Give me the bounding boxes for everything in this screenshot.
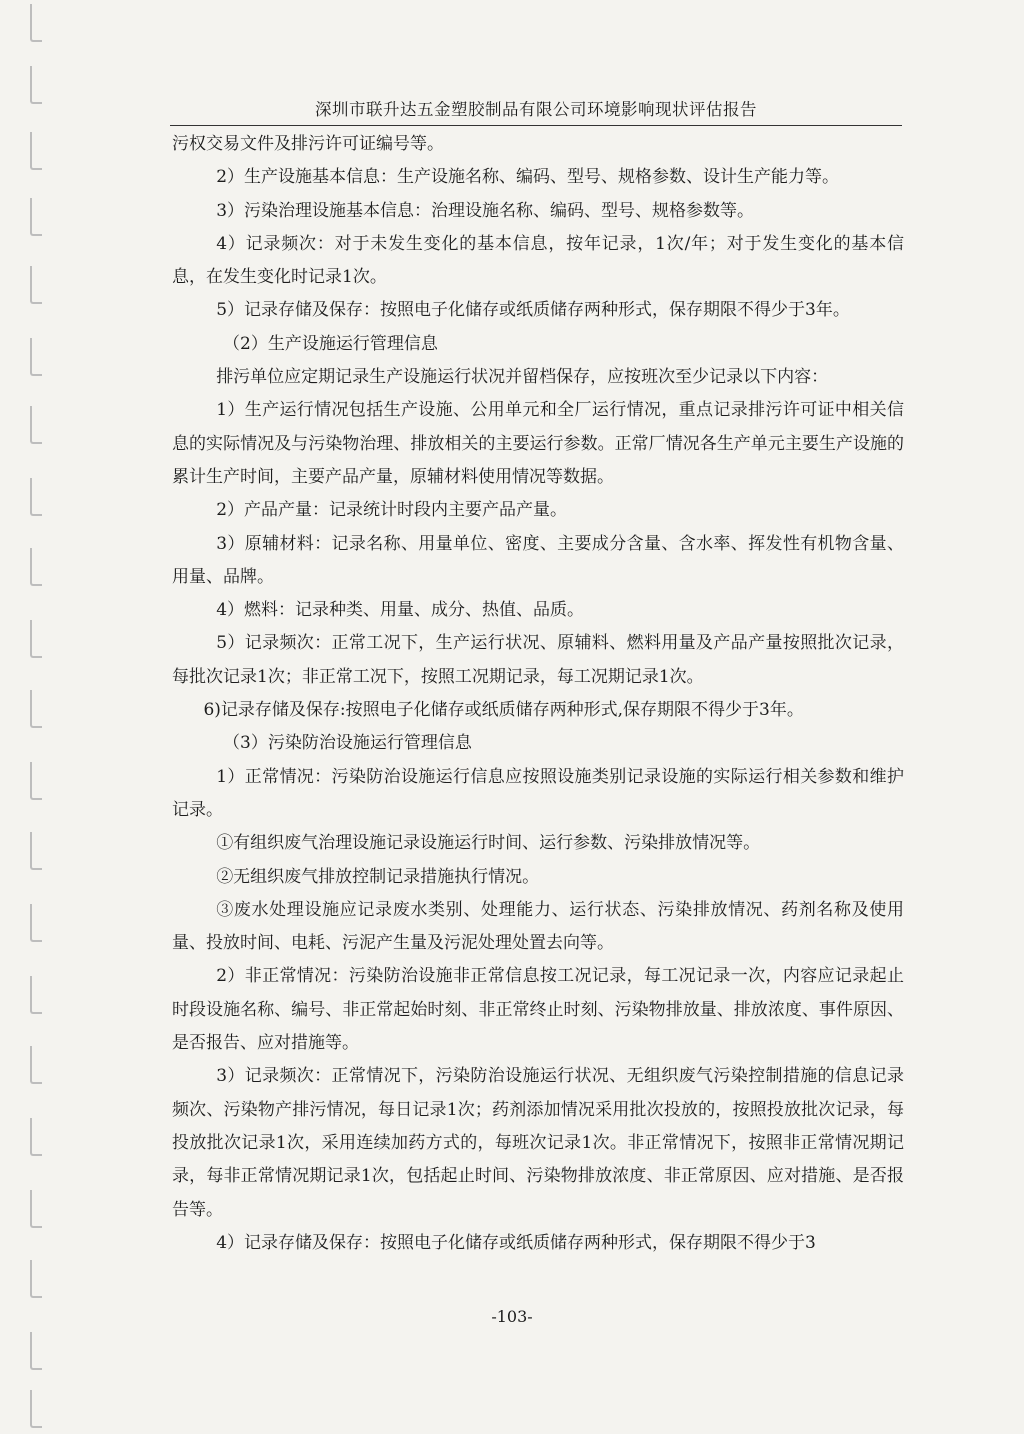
paragraph: 2）非正常情况：污染防治设施非正常信息按工况记录，每工况记录一次，内容应记录起止时段设施名称、编号、非正常起始时刻、非正常终止时刻、污染物排放量、排放浓度、事件原因、是否报告、应对措施等。 (172, 966, 904, 1054)
paragraph: 3）污染治理设施基本信息：治理设施名称、编码、型号、规格参数等。 (216, 200, 755, 221)
section-heading: （2）生产设施运行管理信息 (223, 333, 438, 354)
binding-mark (30, 548, 42, 586)
binding-mark (30, 406, 42, 444)
binding-mark (30, 762, 42, 800)
paragraph: 4）燃料：记录种类、用量、成分、热值、品质。 (216, 600, 585, 621)
document-body (172, 128, 904, 1260)
paragraph: ②无组织废气排放控制记录措施执行情况。 (216, 866, 540, 887)
binding-mark (30, 1260, 42, 1298)
paragraph: 5）记录频次：正常工况下，生产运行状况、原辅料、燃料用量及产品产量按照批次记录，每批次记录1次；非正常工况下，按照工况期记录，每工况期记录1次。 (172, 633, 904, 687)
paragraph: 5）记录存储及保存：按照电子化储存或纸质储存两种形式，保存期限不得少于3年。 (216, 300, 850, 321)
paragraph: 1）正常情况：污染防治设施运行信息应按照设施类别记录设施的实际运行相关参数和维护记录。 (172, 766, 904, 820)
binding-mark (30, 266, 42, 304)
binding-mark (30, 1046, 42, 1084)
header-title: 深圳市联升达五金塑胶制品有限公司环境影响现状评估报告 (315, 100, 757, 119)
page-header (170, 96, 902, 126)
binding-mark (30, 690, 42, 728)
paragraph: 排污单位应定期记录生产设施运行状况并留档保存，应按班次至少记录以下内容： (216, 367, 829, 388)
binding-mark (30, 1190, 42, 1228)
binding-mark (30, 198, 42, 236)
binding-mark (30, 904, 42, 942)
paragraph: 2）生产设施基本信息：生产设施名称、编码、型号、规格参数、设计生产能力等。 (216, 167, 840, 188)
binding-mark (30, 1332, 42, 1370)
binding-mark (30, 132, 42, 170)
binding-mark (30, 1390, 42, 1428)
paragraph: 6)记录存储及保存:按照电子化储存或纸质储存两种形式,保存期限不得少于3年。 (203, 700, 804, 721)
paragraph: ③废水处理设施应记录废水类别、处理能力、运行状态、污染排放情况、药剂名称及使用量、投放时间、电耗、污泥产生量及污泥处理处置去向等。 (172, 899, 904, 954)
paragraph: 3）原辅材料：记录名称、用量单位、密度、主要成分含量、含水率、挥发性有机物含量、用量、品牌。 (172, 533, 904, 587)
binding-mark (30, 4, 42, 42)
paragraph: 1）生产运行情况包括生产设施、公用单元和全厂运行情况，重点记录排污许可证中相关信息的实际情况及与污染物治理、排放相关的主要运行参数。正常厂情况各生产单元主要生产设施的累计生产时间，主要产品产量，原辅材料使用情况等数据。 (172, 400, 904, 487)
binding-mark (30, 338, 42, 376)
binding-margin (0, 0, 52, 1434)
binding-mark (30, 1118, 42, 1156)
paragraph: ①有组织废气治理设施记录设施运行时间、运行参数、污染排放情况等。 (216, 833, 761, 854)
binding-mark (30, 620, 42, 658)
paragraph: 污权交易文件及排污许可证编号等。 (172, 134, 444, 154)
section-heading: （3）污染防治设施运行管理信息 (223, 733, 472, 754)
binding-mark (30, 832, 42, 870)
paragraph: 2）产品产量：记录统计时段内主要产品产量。 (216, 500, 568, 521)
binding-mark (30, 976, 42, 1014)
paragraph: 4）记录存储及保存：按照电子化储存或纸质储存两种形式，保存期限不得少于3 (216, 1232, 816, 1253)
binding-mark (30, 478, 42, 516)
paragraph: 3）记录频次：正常情况下，污染防治设施运行状况、无组织废气污染控制措施的信息记录频次、污染物产排污情况，每日记录1次；药剂添加情况采用批次投放的，按照投放批次记录，每投放批次记录1次，采用连续加药方式的，每班次记录1次。非正常情况下，按照非正常情况期记录，每非正常情况期记录1次，包括起止时间、污染物排放浓度、非正常原因、应对措施、是否报告等。 (172, 1066, 904, 1220)
binding-mark (30, 66, 42, 104)
page-number: -103- (491, 1307, 533, 1326)
paragraph: 4）记录频次：对于未发生变化的基本信息，按年记录，1次/年；对于发生变化的基本信息，在发生变化时记录1次。 (172, 233, 904, 288)
